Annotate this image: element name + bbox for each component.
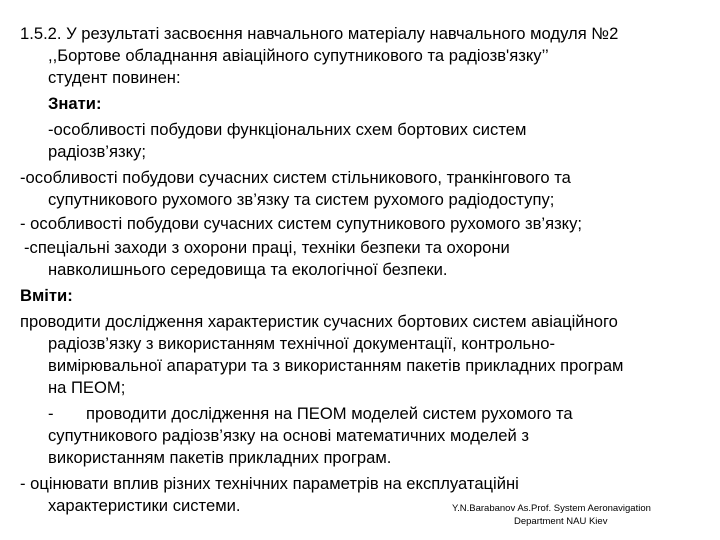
list-item-continuation: на ПЕОМ;: [48, 378, 126, 397]
list-item: - оцінювати вплив різних технічних параметрів на експлуатаційні: [20, 474, 519, 493]
list-item: -особливості побудови функціональних схем бортових систем: [48, 120, 527, 139]
footer-department: Department NAU Kiev: [514, 516, 608, 527]
list-item-continuation: радіозв’язку;: [48, 142, 146, 161]
section-heading-know: Знати:: [48, 94, 102, 113]
list-item-continuation: радіозв’язку з використанням технічної документації, контрольно-: [48, 334, 556, 353]
footer-author: Y.N.Barabanov As.Prof. System Aeronavigation: [452, 503, 651, 514]
list-item-continuation: використанням пакетів прикладних програм.: [48, 448, 392, 467]
section-heading-can: Вміти:: [20, 286, 73, 305]
paragraph-text: студент повинен:: [48, 68, 181, 87]
paragraph-intro: 1.5.2. У результаті засвоєння навчального матеріалу навчального модуля №2: [20, 24, 619, 43]
list-item-continuation: супутникового радіозв’язку на основі математичних моделей з: [48, 426, 529, 445]
list-item-continuation: характеристики системи.: [48, 496, 241, 515]
list-item: проводити дослідження на ПЕОМ моделей систем рухомого та: [86, 404, 573, 423]
list-item-continuation: вимірювальної апаратури та з використанням пакетів прикладних програм: [48, 356, 624, 375]
list-bullet: -: [48, 404, 54, 423]
list-item: проводити дослідження характеристик сучасних бортових систем авіаційного: [20, 312, 618, 331]
list-item: - особливості побудови сучасних систем супутникового рухомого зв’язку;: [20, 214, 583, 233]
list-item: -особливості побудови сучасних систем стільникового, транкінгового та: [20, 168, 571, 187]
list-item-continuation: навколишнього середовища та екологічної безпеки.: [48, 260, 448, 279]
module-title: ,,Бортове обладнання авіаційного супутникового та радіозв'язку’’: [48, 46, 549, 65]
list-item-continuation: супутникового рухомого зв’язку та систем рухомого радіодоступу;: [48, 190, 555, 209]
list-item: -спеціальні заходи з охорони праці, техніки безпеки та охорони: [24, 238, 510, 257]
